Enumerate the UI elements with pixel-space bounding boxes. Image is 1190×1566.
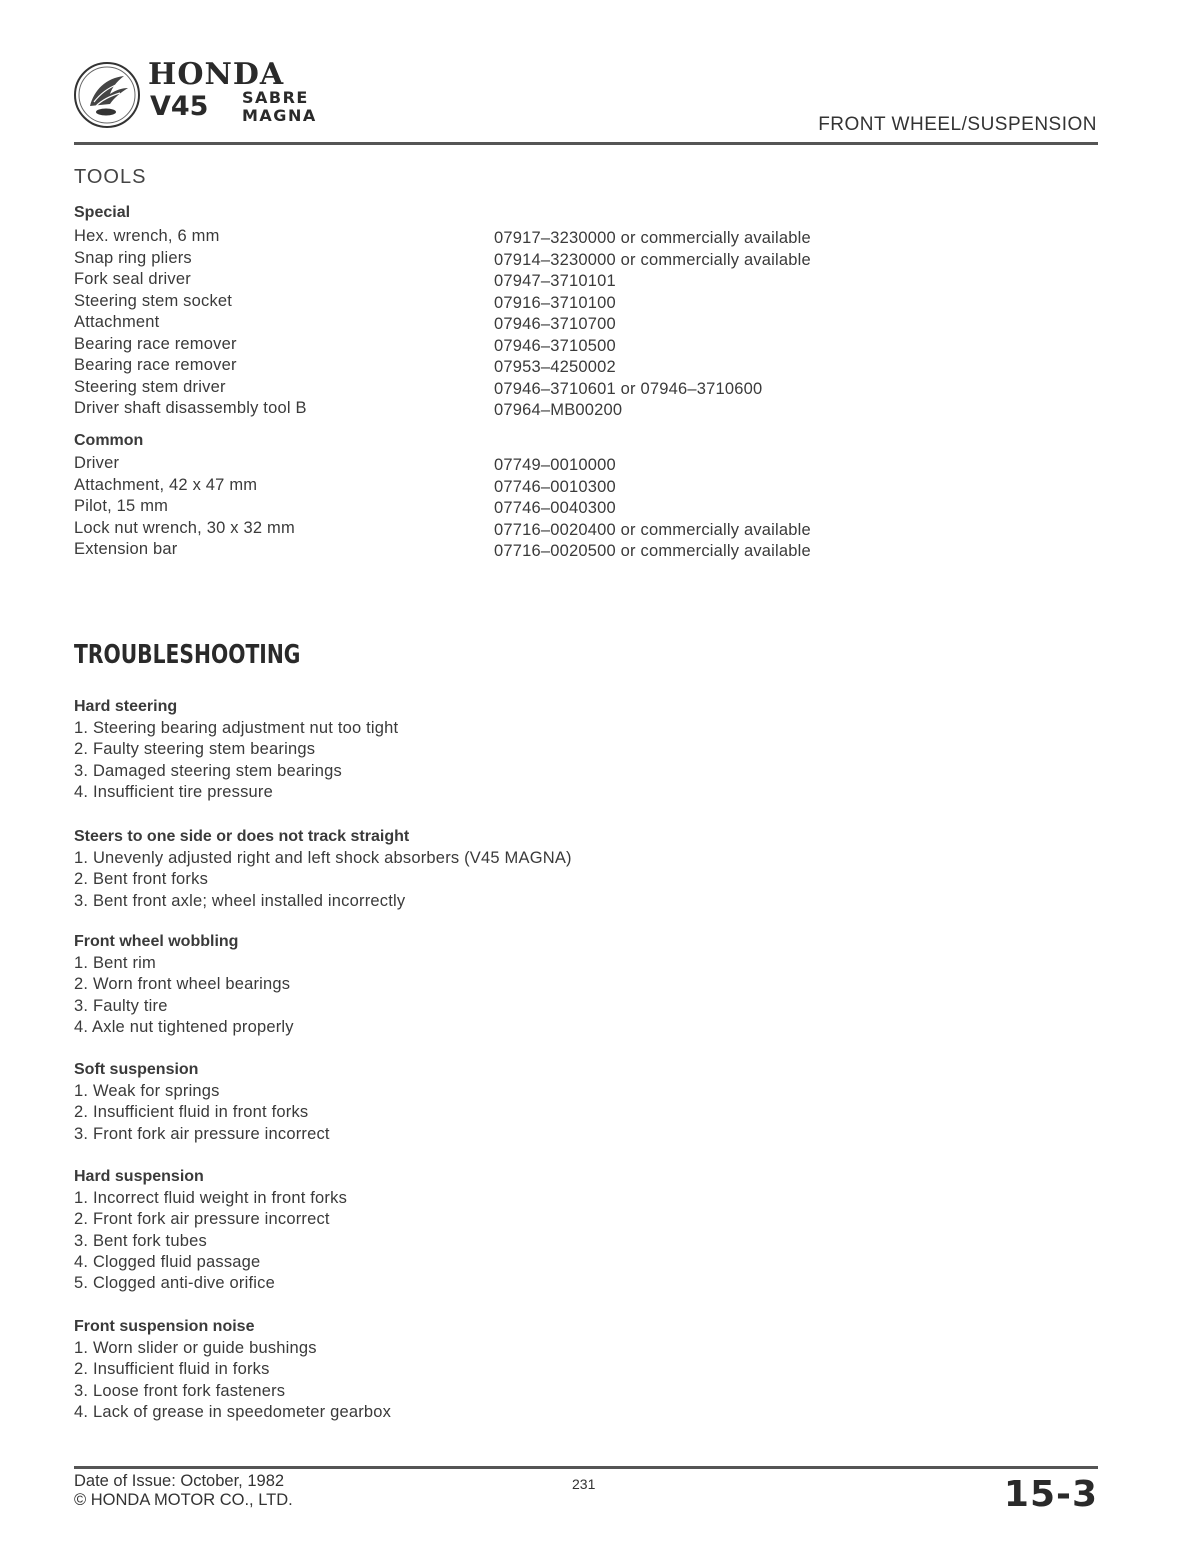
honda-logo <box>72 56 342 136</box>
model-name: V45 <box>150 91 209 122</box>
symptom-title: Steers to one side or does not track straight <box>74 828 410 845</box>
tool-name: Driver shaft disassembly tool B <box>74 399 307 417</box>
cause-item: 5. Clogged anti-dive orifice <box>74 1274 275 1293</box>
troubleshooting-section <box>74 931 694 1038</box>
cause-item: 4. Lack of grease in speedometer gearbox <box>74 1402 392 1421</box>
cause-item: 2. Insufficient fluid in front forks <box>74 1103 309 1122</box>
troubleshooting-section <box>74 1316 694 1423</box>
page-number: 231 <box>572 1476 596 1492</box>
tools-heading: TOOLS <box>74 166 147 188</box>
tool-part-number: 07964–MB00200 <box>494 401 623 419</box>
troubleshooting-section <box>74 696 694 803</box>
cause-item: 1. Weak for springs <box>74 1082 220 1100</box>
tool-row <box>74 399 874 421</box>
tool-part-number: 07749–0010000 <box>494 456 616 474</box>
tool-part-number: 07953–4250002 <box>494 358 616 376</box>
model-variants <box>242 89 317 125</box>
tool-name: Attachment <box>74 313 160 331</box>
tool-part-number: 07716–0020400 or commercially available <box>494 520 811 539</box>
tool-row <box>74 313 874 335</box>
tool-row <box>74 356 874 378</box>
tool-name: Bearing race remover <box>74 356 237 374</box>
symptom-title: Front wheel wobbling <box>74 933 239 950</box>
honda-wing-emblem-icon <box>72 60 142 130</box>
tool-name: Steering stem socket <box>74 291 233 310</box>
tool-name: Fork seal driver <box>74 270 191 288</box>
symptom-title: Hard suspension <box>74 1168 204 1185</box>
tool-row <box>74 270 874 292</box>
cause-item: 4. Axle nut tightened properly <box>74 1017 294 1036</box>
troubleshooting-heading: TROUBLESHOOTING <box>74 640 301 670</box>
tool-row <box>74 292 874 314</box>
tool-row <box>74 497 874 519</box>
troubleshooting-section <box>74 1166 694 1294</box>
tool-part-number: 07716–0020500 or commercially available <box>494 542 811 560</box>
cause-item: 2. Bent front forks <box>74 870 209 889</box>
cause-item: 1. Unevenly adjusted right and left shock absorbers (V45 MAGNA) <box>74 849 572 867</box>
tool-part-number: 07946–3710500 <box>494 336 616 355</box>
tool-name: Steering stem driver <box>74 377 226 396</box>
cause-item: 2. Faulty steering stem bearings <box>74 740 316 759</box>
tool-part-number: 07946–3710700 <box>494 315 616 333</box>
tool-name: Extension bar <box>74 540 178 558</box>
tool-name: Hex. wrench, 6 mm <box>74 227 220 245</box>
cause-item: 3. Damaged steering stem bearings <box>74 761 342 780</box>
troubleshooting-section <box>74 1059 694 1145</box>
tool-row <box>74 540 874 562</box>
variant-magna: MAGNA <box>242 106 317 125</box>
footer-issue-info <box>74 1472 293 1510</box>
troubleshooting-section <box>74 826 694 912</box>
section-title: FRONT WHEEL/SUSPENSION <box>818 114 1097 135</box>
section-page-number: 15-3 <box>1003 1474 1098 1515</box>
cause-item: 1. Incorrect fluid weight in front forks <box>74 1189 348 1207</box>
cause-item: 2. Insufficient fluid in forks <box>74 1360 270 1379</box>
header-divider <box>74 142 1098 145</box>
cause-item: 1. Bent rim <box>74 954 156 972</box>
cause-item: 3. Faulty tire <box>74 996 168 1015</box>
cause-item: 2. Worn front wheel bearings <box>74 975 291 994</box>
cause-item: 4. Clogged fluid passage <box>74 1252 261 1271</box>
tool-name: Lock nut wrench, 30 x 32 mm <box>74 518 295 537</box>
cause-item: 3. Bent front axle; wheel installed incorrectly <box>74 891 406 910</box>
tool-row <box>74 335 874 357</box>
tool-part-number: 07916–3710100 <box>494 293 616 312</box>
cause-item: 3. Loose front fork fasteners <box>74 1381 286 1400</box>
tool-row <box>74 519 874 541</box>
cause-item: 2. Front fork air pressure incorrect <box>74 1210 330 1229</box>
copyright: © HONDA MOTOR CO., LTD. <box>74 1491 293 1509</box>
tool-part-number: 07946–3710601 or 07946–3710600 <box>494 379 763 398</box>
variant-sabre: SABRE <box>242 88 309 107</box>
cause-item: 4. Insufficient tire pressure <box>74 782 274 801</box>
symptom-title: Hard steering <box>74 698 178 715</box>
symptom-title: Front suspension noise <box>74 1318 255 1335</box>
tool-name: Snap ring pliers <box>74 248 192 267</box>
tool-part-number: 07914–3230000 or commercially available <box>494 250 811 269</box>
footer-divider <box>74 1466 1098 1469</box>
cause-item: 1. Worn slider or guide bushings <box>74 1339 317 1357</box>
brand-name: HONDA <box>148 57 285 92</box>
cause-item: 3. Front fork air pressure incorrect <box>74 1124 330 1143</box>
tool-name: Pilot, 15 mm <box>74 497 169 515</box>
tool-part-number: 07947–3710101 <box>494 272 616 290</box>
tool-name: Driver <box>74 454 120 472</box>
tool-row <box>74 249 874 271</box>
cause-item: 1. Steering bearing adjustment nut too tight <box>74 719 399 737</box>
symptom-title: Soft suspension <box>74 1061 199 1078</box>
tool-row <box>74 476 874 498</box>
tool-part-number: 07746–0040300 <box>494 499 616 517</box>
tool-name: Bearing race remover <box>74 334 237 353</box>
special-tools-label: Special <box>74 204 131 221</box>
tool-row <box>74 378 874 400</box>
tool-part-number: 07917–3230000 or commercially available <box>494 229 811 247</box>
issue-date: Date of Issue: October, 1982 <box>74 1472 285 1490</box>
cause-item: 3. Bent fork tubes <box>74 1231 207 1250</box>
tool-part-number: 07746–0010300 <box>494 477 616 496</box>
common-tools-label: Common <box>74 432 144 449</box>
tool-row <box>74 227 874 249</box>
tool-name: Attachment, 42 x 47 mm <box>74 475 258 494</box>
tool-row <box>74 454 874 476</box>
